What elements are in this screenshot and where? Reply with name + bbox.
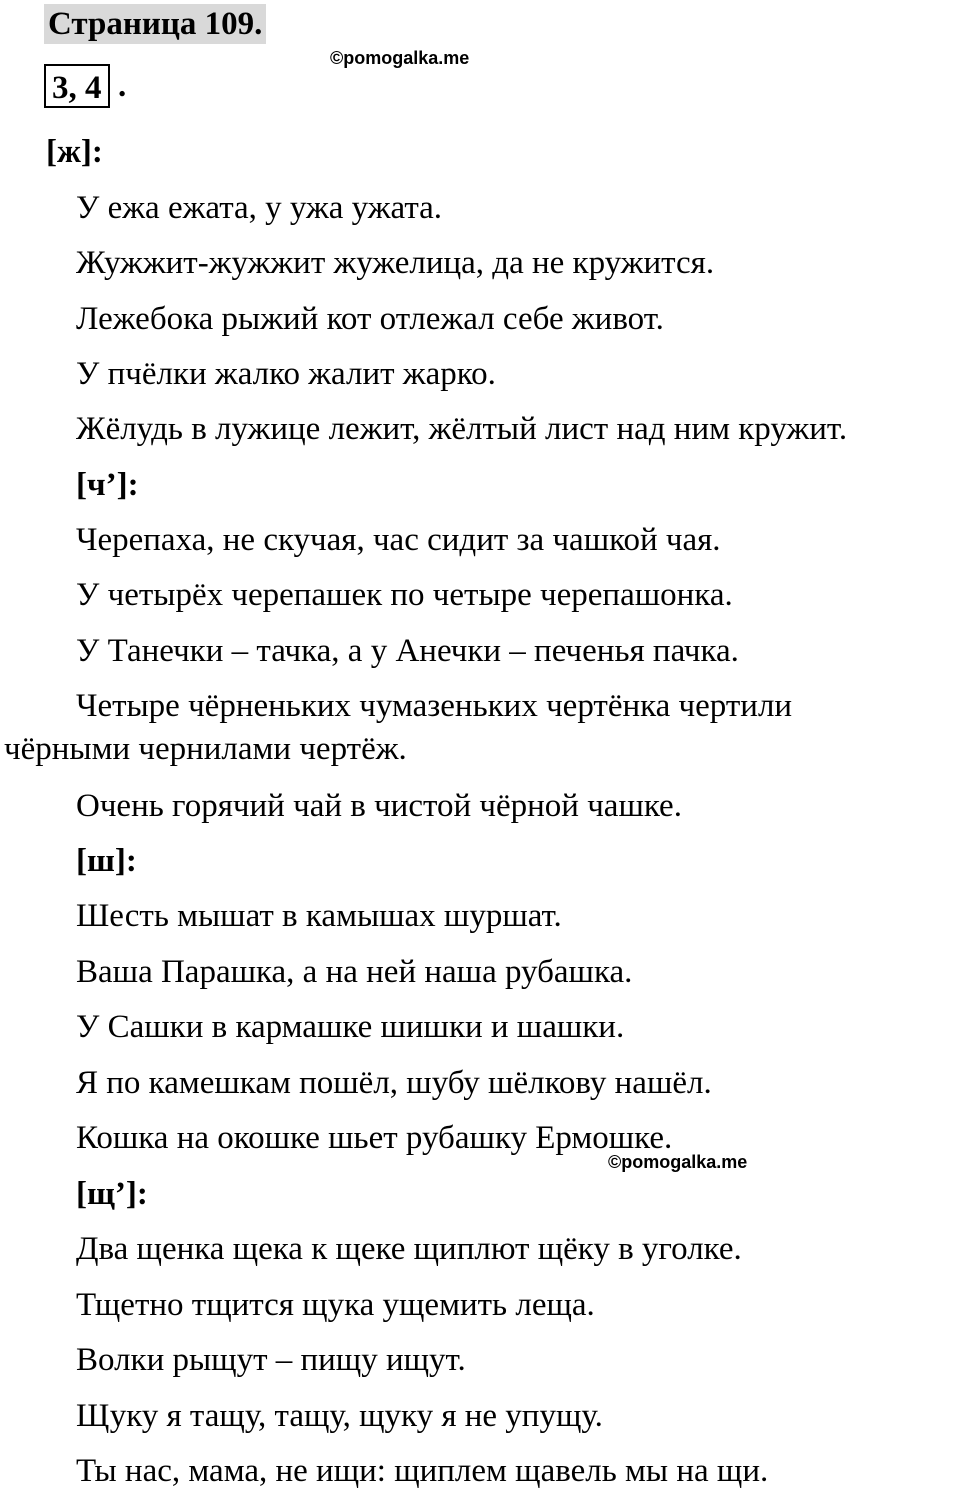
text-line: Тщетно тщится щука ущемить леща. [76, 1287, 595, 1323]
text-line: Волки рыщут – пищу ищут. [76, 1342, 466, 1378]
page-title: Страница 109. [44, 4, 266, 44]
text-line: Щуку я тащу, тащу, щуку я не упущу. [76, 1398, 603, 1434]
text-line: У Танечки – тачка, а у Анечки – печенья пачка. [76, 633, 739, 669]
watermark: ©pomogalka.me [330, 48, 470, 68]
text-line: Очень горячий чай в чистой чёрной чашке. [76, 788, 682, 824]
section-label-sh: [ш]: [76, 843, 137, 879]
section-label-zh: [ж]: [46, 134, 103, 170]
text-line: Лежебока рыжий кот отлежал себе живот. [76, 301, 664, 337]
text-line: У Сашки в кармашке шишки и шашки. [76, 1009, 625, 1045]
text-line: Ты нас, мама, не ищи: щиплем щавель мы на щи. [76, 1453, 769, 1489]
text-line: Я по камешкам пошёл, шубу шёлкову нашёл. [76, 1065, 712, 1101]
text-line: У ежа ежата, у ужа ужата. [76, 190, 443, 226]
watermark: ©pomogalka.me [608, 1152, 748, 1172]
text-line: Кошка на окошке шьет рубашку Ермошке. [76, 1120, 673, 1156]
task-number-box: 3, 4 [44, 64, 110, 108]
text-line: Два щенка щека к щеке щиплют щёку в уголке. [76, 1231, 742, 1267]
section-label-shch: [щ’]: [76, 1176, 148, 1212]
text-line: Черепаха, не скучая, час сидит за чашкой чая. [76, 522, 721, 558]
text-line-continuation: чёрными чернилами чертёж. [4, 731, 407, 767]
text-line: У пчёлки жалко жалит жарко. [76, 356, 496, 392]
section-label-ch: [ч’]: [76, 467, 139, 503]
text-line: Жёлудь в лужице лежит, жёлтый лист над ним кружит. [76, 411, 848, 447]
text-line: Шесть мышат в камышах шуршат. [76, 898, 562, 934]
task-number-dot: . [118, 68, 127, 104]
text-line: У четырёх черепашек по четыре черепашонка. [76, 577, 733, 613]
text-line: Жужжит-жужжит жужелица, да не кружится. [76, 245, 715, 281]
text-line: Четыре чёрненьких чумазеньких чертёнка чертили [76, 688, 793, 724]
text-line: Ваша Парашка, а на ней наша рубашка. [76, 954, 633, 990]
